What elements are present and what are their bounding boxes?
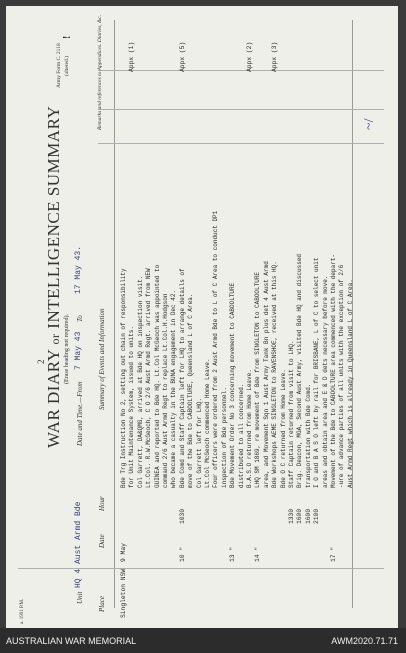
entry-text: Bde Movement Order No 3 concerning movement to CABOOLTURE — [229, 282, 237, 488]
entry-remark: Appx (3) — [271, 41, 279, 72]
col-hour: Hour — [98, 496, 106, 511]
diary-page — [6, 6, 398, 628]
entry-text: Col Garrett left for LHQ. — [195, 397, 203, 488]
entry-date: 13 " — [229, 546, 237, 562]
page-number: 2 — [36, 359, 46, 364]
entry-date: 17 " — [330, 546, 337, 562]
title-main: WAR DIARY — [44, 349, 63, 448]
entry-text: Movement of the Bde to CABOOLTURE area commenced with the depart- — [330, 253, 337, 488]
entry-remark: Appx (1) — [128, 41, 136, 72]
entry-hour: 1600 — [304, 508, 312, 524]
col-remarks: Remarks and references to Appendices. Diaries, &c. — [97, 14, 103, 130]
form-number: Army Form C. 2118 — [56, 43, 62, 88]
entry-text: command 2/6 Aust Armd Regt to replace Lt.Col.H.Hodgson — [162, 293, 169, 488]
entry-hour: 2100 — [313, 508, 321, 524]
corner-note: a. 1991 P.M. — [20, 598, 25, 624]
entry-text: Aust Armd Regt which is already in Queensland L of C Area. — [346, 279, 354, 488]
entry-remark: Appx (5) — [178, 41, 186, 72]
entry-text: area, and Movement Sqn 1 Aust Army Tank Bn plus det 4 Aust Armd — [262, 261, 270, 488]
footer-accession: AWM2020.71.71 — [331, 636, 398, 646]
entry-hour: 1030 — [178, 508, 186, 524]
entry-text: Bde Trg Instruction No 2, setting out chain of responsibility — [120, 268, 127, 488]
form-mark: ! — [62, 35, 73, 39]
title-or: or — [48, 333, 62, 345]
entry-place: Singleton NSW — [120, 568, 127, 618]
entry-text: GUINEA and reported to Bde HQ. Lt.Col McGeoch was appointed to — [153, 264, 161, 488]
entry-text: Lt.Col. R.W.McGeoch, C O 2/6 Aust Armd Regt. arrived from NEW — [145, 268, 153, 488]
entry-text: I O and B A S O left by rail for BRISBANE, L of C to select unit — [313, 257, 321, 488]
entry-text: Staff Captain returned from visit to LHQ. — [288, 340, 295, 488]
entry-date: 9 May — [120, 543, 127, 562]
entry-text: Bde O C returned from Home Leave. — [279, 369, 287, 488]
entry-text: who became a casualty in the BUNA engagement in Dec 42. — [170, 289, 178, 488]
archive-footer — [0, 628, 406, 653]
rule-date — [98, 109, 384, 110]
entry-text: LHQ SM 1869, re movement of Bde from SINGLETON to CABOOLTURE — [254, 271, 262, 488]
date-to: 17 May 43. — [74, 245, 83, 294]
entry-text: Four officers were ordered from 2 Aust Armd Bde to L of C Area to conduct DP1 — [212, 210, 220, 488]
entry-text: Brig. Deacon, MGA, Second Aust Army, visited Bde HQ and discussed — [296, 253, 304, 488]
unit-label: Unit — [76, 591, 84, 604]
entry-text: inspection of Bde personnel. — [220, 387, 228, 488]
col-date: Date — [98, 534, 106, 548]
entry-text: -ure of advance parties of all units with the exception of 2/6 — [338, 264, 346, 488]
title-sub: INTELLIGENCE SUMMARY — [44, 105, 63, 329]
margin-tick-mark: ~/ — [362, 118, 377, 130]
rule-hour — [98, 143, 384, 144]
col-place: Place — [98, 596, 106, 612]
entry-date: 10 " — [178, 546, 186, 562]
dates-label: Date and Time.—From — [76, 381, 84, 446]
title — [44, 106, 64, 448]
unit-value: HQ 4 Aust Armd Bde — [74, 501, 83, 588]
entry-hour: 1330 — [288, 508, 295, 524]
rule-summary-end — [18, 568, 384, 569]
footer-institution: AUSTRALIAN WAR MEMORIAL — [6, 636, 137, 646]
entry-text: areas and obtain area and E & D dets necessary before move. — [321, 275, 329, 488]
entry-text: B.A.S.O returned from Home Leave. — [246, 369, 253, 488]
entry-text: transportation with Bde Comd. — [304, 383, 312, 488]
entry-text: Bde Workshops AEME SINGLETON to RAVENSHOE, received at this HQ. — [271, 261, 279, 488]
entry-text: move of the Bde to CABOOLTURE, Queensland L of C Area. — [187, 293, 195, 488]
entry-remark: Appx (2) — [246, 41, 253, 72]
entry-text: Col Garrett, DA&QMG, arrived at Bde HQ on inspection visit. — [136, 275, 144, 488]
to-label: To — [76, 315, 84, 322]
entry-text: for Unit Maintenance System, issued to units. — [128, 325, 136, 488]
form-note: (altered.) — [64, 56, 70, 76]
entry-text: Lt.Col McGeoch commenced Home Leave. — [204, 358, 211, 488]
col-summary: Summary of Events and Information — [98, 308, 106, 410]
entry-text: distributed to all concerned. — [237, 383, 245, 488]
entry-hour: 1600 — [296, 508, 304, 524]
title-note: (Erase heading not required). — [64, 314, 70, 384]
entry-text: Bde Comd and Staff Captain left for LHQ to arrange details of — [178, 268, 186, 488]
rule-place — [98, 70, 384, 71]
date-from: 7 May 43 — [74, 331, 83, 370]
entry-date: 14 " — [254, 546, 262, 562]
